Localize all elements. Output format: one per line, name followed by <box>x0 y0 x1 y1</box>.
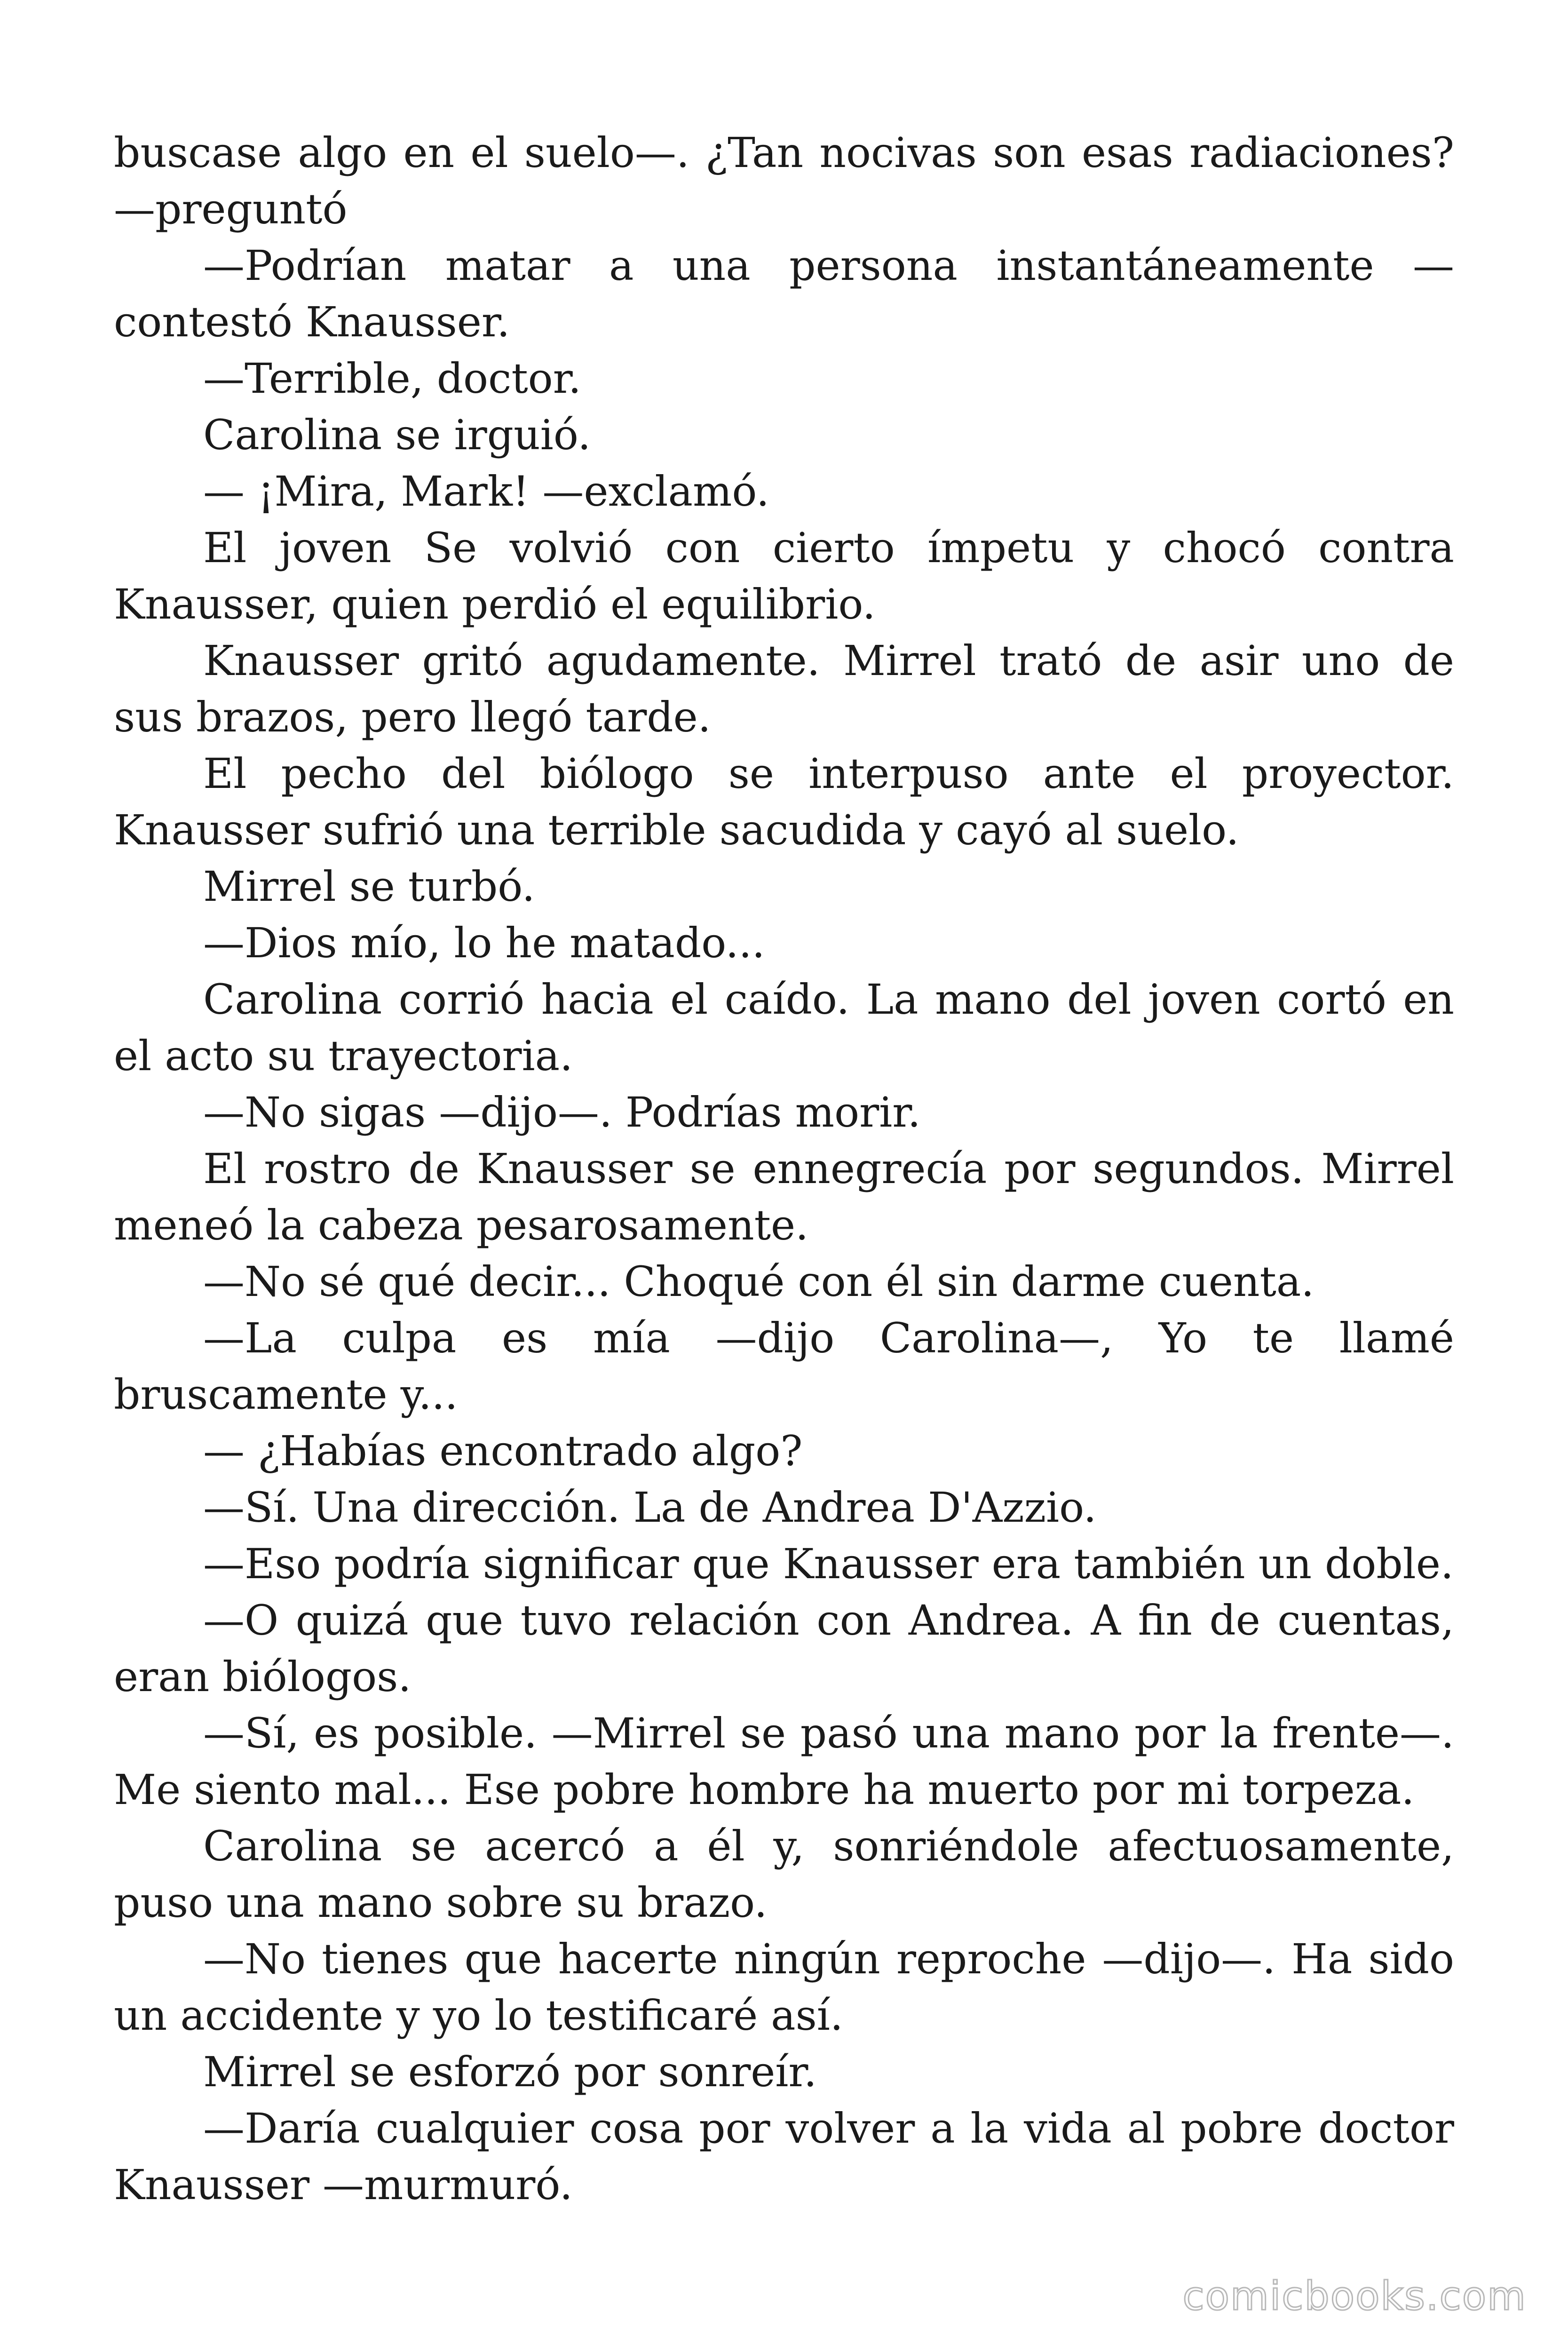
paragraph: El joven Se volvió con cierto ímpetu y chocó contra Knausser, quien perdió el equilibrio. <box>114 524 1454 628</box>
paragraph: —No sigas —dijo—. Podrías morir. <box>203 1088 921 1136</box>
paragraph: buscase algo en el suelo—. ¿Tan nocivas son esas radiaciones? —preguntó <box>114 128 1454 233</box>
paragraph: El rostro de Knausser se ennegrecía por segundos. Mirrel meneó la cabeza pesarosamente. <box>114 1144 1454 1249</box>
paragraph: —Sí, es posible. —Mirrel se pasó una mano por la frente—. Me siento mal... Ese pobre hombre ha muerto por mi torpeza. <box>114 1709 1454 1814</box>
paragraph: — ¿Habías encontrado algo? <box>203 1427 803 1475</box>
paragraph: —Dios mío, lo he matado... <box>203 919 765 967</box>
paragraph: —No tienes que hacerte ningún reproche —dijo—. Ha sido un accidente y yo lo testificaré así. <box>114 1935 1454 2040</box>
watermark: comicbooks.com <box>1182 2273 1527 2319</box>
paragraph: —Eso podría significar que Knausser era también un doble. <box>203 1540 1454 1588</box>
paragraph: Mirrel se turbó. <box>203 862 535 911</box>
paragraph: —Daría cualquier cosa por volver a la vida al pobre doctor Knausser —murmuró. <box>114 2104 1454 2209</box>
page-text <box>114 125 1454 2213</box>
paragraph: —La culpa es mía —dijo Carolina—, Yo te llamé bruscamente y... <box>114 1314 1454 1419</box>
paragraph: Carolina se acercó a él y, sonriéndole afectuosamente, puso una mano sobre su brazo. <box>114 1822 1454 1927</box>
paragraph: —O quizá que tuvo relación con Andrea. A fin de cuentas, eran biólogos. <box>114 1596 1454 1701</box>
paragraph: —Terrible, doctor. <box>203 354 582 403</box>
paragraph: Knausser gritó agudamente. Mirrel trató de asir uno de sus brazos, pero llegó tarde. <box>114 636 1454 741</box>
paragraph: Mirrel se esforzó por sonreír. <box>203 2048 817 2096</box>
paragraph: — ¡Mira, Mark! —exclamó. <box>203 467 769 516</box>
paragraph: —Sí. Una dirección. La de Andrea D'Azzio. <box>203 1483 1097 1532</box>
paragraph: Carolina se irguió. <box>203 411 591 459</box>
paragraph: Carolina corrió hacia el caído. La mano del joven cortó en el acto su trayectoria. <box>114 975 1454 1080</box>
paragraph: —Podrían matar a una persona instantáneamente — contestó Knausser. <box>114 241 1454 346</box>
paragraph: El pecho del biólogo se interpuso ante el proyector. Knausser sufrió una terrible sacudida y cayó al suelo. <box>114 749 1454 854</box>
paragraph: —No sé qué decir... Choqué con él sin darme cuenta. <box>203 1257 1315 1306</box>
